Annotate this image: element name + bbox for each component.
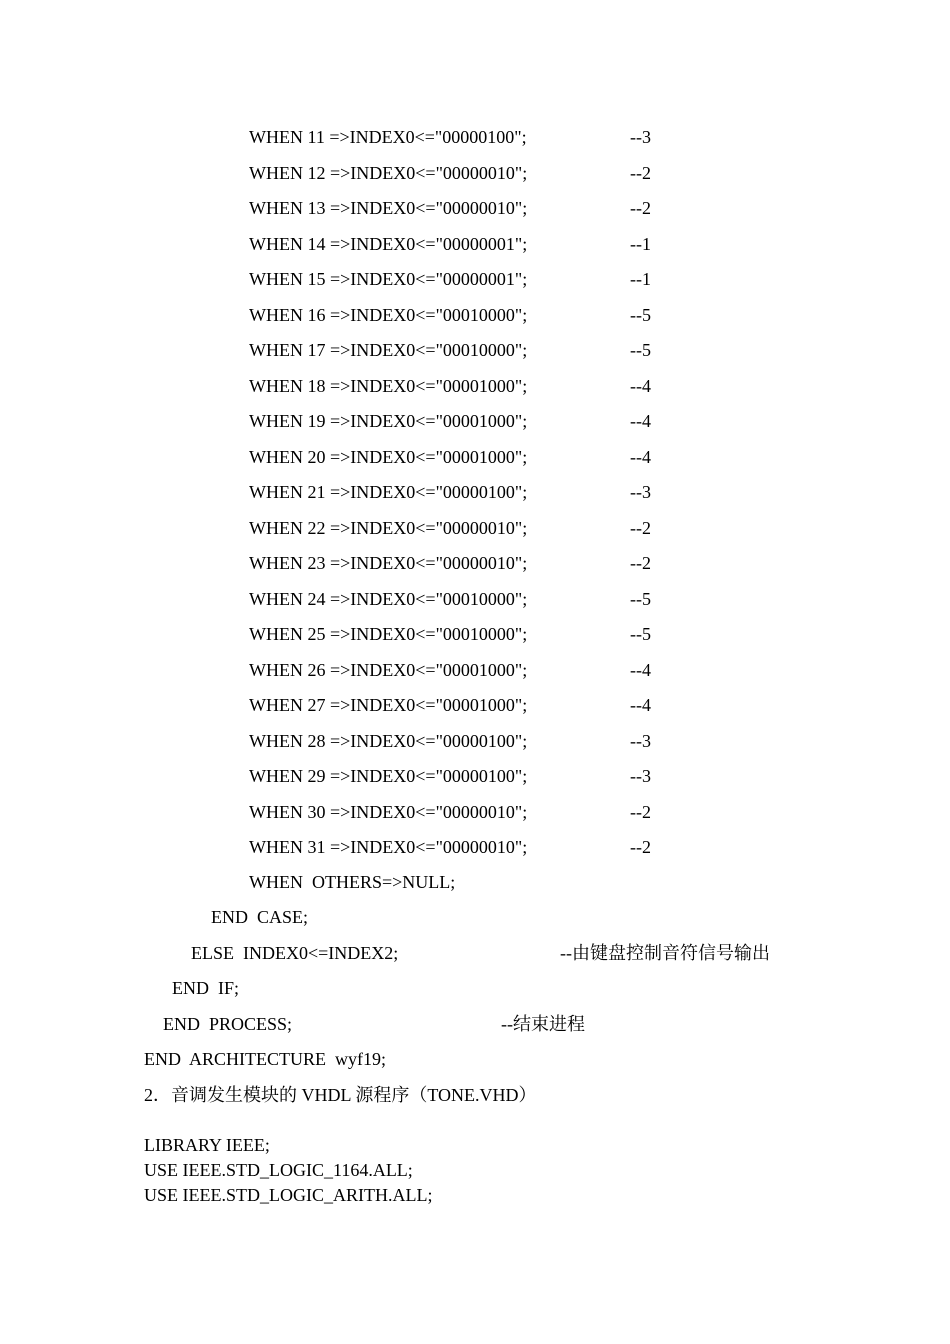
when-line: WHEN 20 =>INDEX0<="00001000"; [249,447,528,467]
when-line: WHEN 24 =>INDEX0<="00010000"; [249,589,528,609]
when-comment: --1 [630,234,651,254]
when-line: WHEN 16 =>INDEX0<="00010000"; [249,305,528,325]
use-line: USE IEEE.STD_LOGIC_ARITH.ALL; [144,1185,433,1205]
use-line: USE IEEE.STD_LOGIC_1164.ALL; [144,1160,413,1180]
when-comment: --4 [630,447,651,467]
when-line: WHEN 27 =>INDEX0<="00001000"; [249,695,528,715]
when-line: WHEN 19 =>INDEX0<="00001000"; [249,411,528,431]
when-line: WHEN 18 =>INDEX0<="00001000"; [249,376,528,396]
when-line: WHEN 11 =>INDEX0<="00000100"; [249,127,527,147]
when-comment: --1 [630,269,651,289]
when-comment: --3 [630,766,651,786]
when-comment: --4 [630,695,651,715]
when-comment: --2 [630,802,651,822]
section-heading: 2．音调发生模块的 VHDL 源程序（TONE.VHD） [144,1085,537,1105]
when-comment: --4 [630,411,651,431]
when-line: WHEN 17 =>INDEX0<="00010000"; [249,340,528,360]
else-comment: --由键盘控制音符信号输出 [560,943,770,963]
when-comment: --2 [630,163,651,183]
when-comment: --5 [630,589,651,609]
when-line: WHEN 12 =>INDEX0<="00000010"; [249,163,528,183]
when-line: WHEN 13 =>INDEX0<="00000010"; [249,198,528,218]
end-if-line: END IF; [172,978,239,998]
when-comment: --2 [630,518,651,538]
when-comment: --3 [630,482,651,502]
when-line: WHEN 22 =>INDEX0<="00000010"; [249,518,528,538]
when-comment: --2 [630,553,651,573]
when-comment: --5 [630,624,651,644]
when-comment: --5 [630,340,651,360]
when-line: WHEN 14 =>INDEX0<="00000001"; [249,234,528,254]
when-line: WHEN 30 =>INDEX0<="00000010"; [249,802,528,822]
library-line: LIBRARY IEEE; [144,1135,270,1155]
when-comment: --2 [630,837,651,857]
end-architecture-line: END ARCHITECTURE wyf19; [144,1049,386,1069]
when-comment: --4 [630,660,651,680]
when-comment: --2 [630,198,651,218]
else-line: ELSE INDEX0<=INDEX2; [191,943,399,963]
when-line: WHEN 26 =>INDEX0<="00001000"; [249,660,528,680]
when-comment: --3 [630,127,651,147]
when-line: WHEN 23 =>INDEX0<="00000010"; [249,553,528,573]
end-process-line: END PROCESS; [163,1014,293,1034]
when-others-line: WHEN OTHERS=>NULL; [249,872,456,892]
when-comment: --5 [630,305,651,325]
when-line: WHEN 28 =>INDEX0<="00000100"; [249,731,528,751]
when-comment: --4 [630,376,651,396]
when-line: WHEN 21 =>INDEX0<="00000100"; [249,482,528,502]
when-comment: --3 [630,731,651,751]
when-line: WHEN 15 =>INDEX0<="00000001"; [249,269,528,289]
end-process-comment: --结束进程 [501,1014,585,1034]
end-case-line: END CASE; [211,907,309,927]
when-line: WHEN 25 =>INDEX0<="00010000"; [249,624,528,644]
when-line: WHEN 31 =>INDEX0<="00000010"; [249,837,528,857]
when-line: WHEN 29 =>INDEX0<="00000100"; [249,766,528,786]
